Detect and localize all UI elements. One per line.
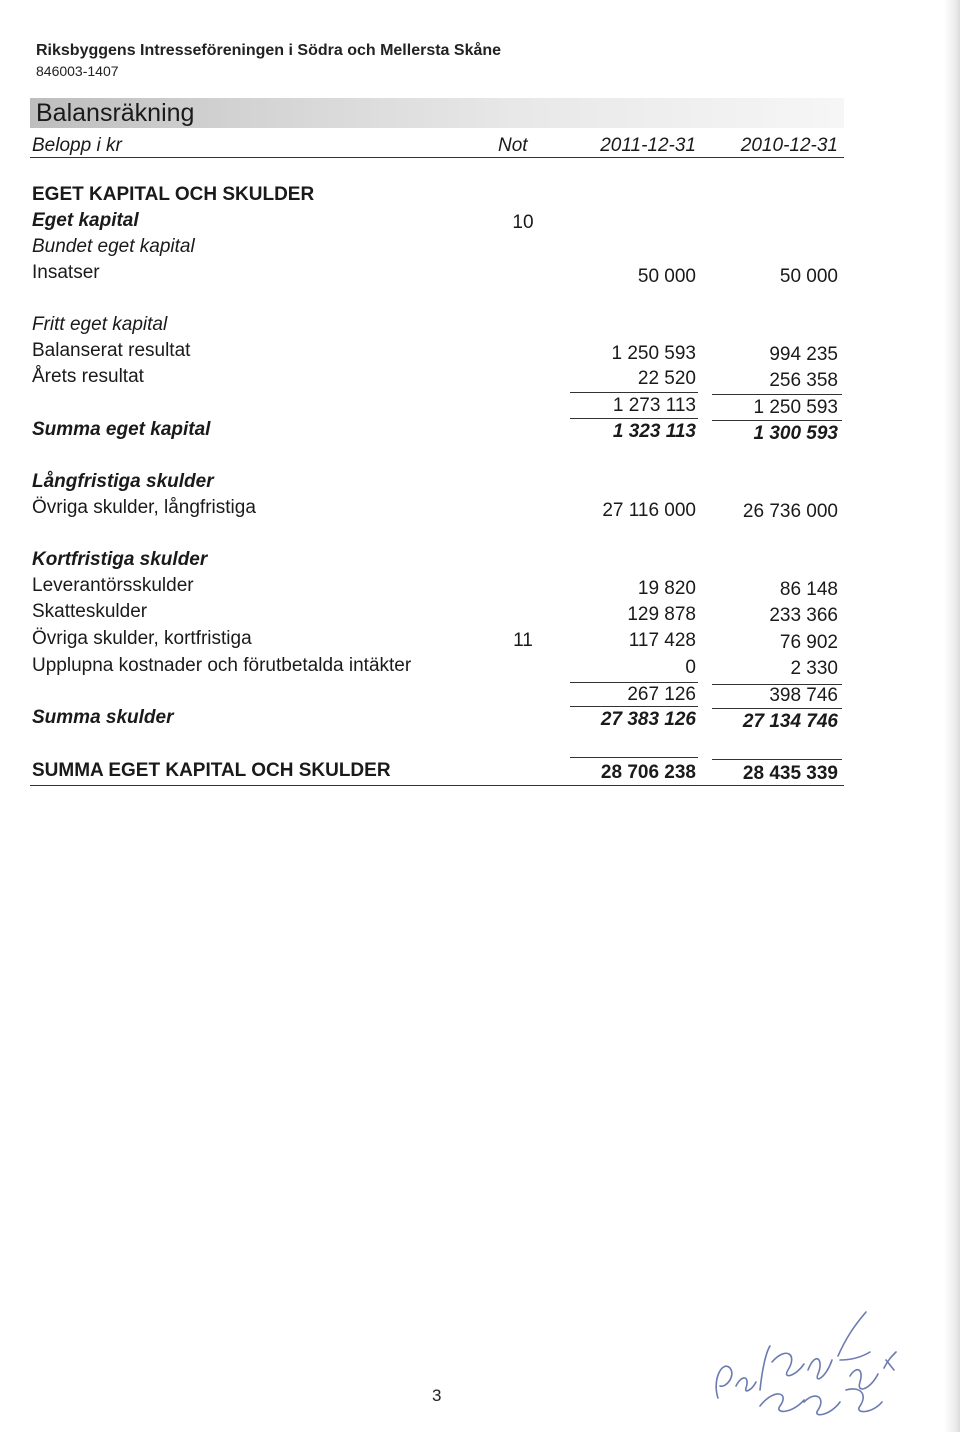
row-kort-subtotal-current: 267 126 [627, 684, 696, 705]
row-summa-eget-current: 1 323 113 [612, 421, 696, 442]
subtotal-rule-previous [712, 394, 842, 395]
row-upplupna-current: 0 [685, 657, 696, 678]
row-balanserat-label: Balanserat resultat [32, 340, 191, 361]
row-insatser-label: Insatser [32, 262, 100, 283]
liabilities-rule-previous [712, 708, 842, 709]
row-summa-skulder-label: Summa skulder [32, 707, 174, 728]
liabilities-rule-current [570, 706, 698, 707]
total-rule [30, 785, 844, 786]
column-header-current: 2011-12-31 [600, 135, 696, 156]
sum-rule-previous [712, 420, 842, 421]
row-fritt-subtotal-current: 1 273 113 [612, 395, 696, 416]
row-kort-subtotal-previous: 398 746 [769, 685, 838, 706]
row-insatser-current: 50 000 [637, 266, 696, 287]
column-header-note: Not [498, 135, 528, 156]
restricted-equity-heading: Bundet eget kapital [32, 236, 195, 257]
handwritten-signature [700, 1290, 900, 1420]
row-upplupna-label: Upplupna kostnader och förutbetalda intäkter [32, 655, 412, 676]
unrestricted-equity-heading: Fritt eget kapital [32, 314, 168, 335]
row-total-previous: 28 435 339 [742, 763, 838, 784]
equity-note: 10 [512, 212, 534, 233]
row-arets-previous: 256 358 [769, 370, 838, 391]
row-summa-skulder-current: 27 383 126 [600, 709, 696, 730]
shortterm-rule-current [570, 682, 698, 683]
row-ovriga-lang-label: Övriga skulder, långfristiga [32, 497, 256, 518]
longterm-heading: Långfristiga skulder [32, 471, 214, 492]
page-title: Balansräkning [36, 99, 195, 127]
row-balanserat-previous: 994 235 [769, 344, 838, 365]
row-insatser-previous: 50 000 [779, 266, 838, 287]
row-ovriga-kort-label: Övriga skulder, kortfristiga [32, 628, 252, 649]
total-over-rule-current [570, 757, 698, 758]
row-ovriga-lang-current: 27 116 000 [602, 500, 696, 521]
row-upplupna-previous: 2 330 [790, 658, 838, 679]
sum-rule-current [570, 418, 698, 419]
row-ovriga-kort-note: 11 [513, 630, 533, 651]
row-ovriga-kort-current: 117 428 [628, 630, 696, 651]
column-header-previous: 2010-12-31 [740, 135, 838, 156]
row-leverantor-current: 19 820 [637, 578, 696, 599]
organization-name: Riksbyggens Intresseföreningen i Södra och Mellersta Skåne [36, 42, 502, 59]
row-leverantor-previous: 86 148 [779, 579, 838, 600]
row-balanserat-current: 1 250 593 [611, 343, 696, 364]
row-fritt-subtotal-previous: 1 250 593 [753, 397, 838, 418]
subtotal-rule-current [570, 392, 698, 393]
equity-heading: Eget kapital [32, 210, 139, 231]
row-leverantor-label: Leverantörsskulder [32, 575, 194, 596]
row-ovriga-lang-previous: 26 736 000 [742, 501, 838, 522]
row-total-current: 28 706 238 [600, 762, 696, 783]
page-number: 3 [432, 1386, 442, 1405]
column-header-label: Belopp i kr [32, 135, 122, 156]
main-heading: EGET KAPITAL OCH SKULDER [32, 184, 315, 205]
row-total-label: SUMMA EGET KAPITAL OCH SKULDER [32, 760, 391, 781]
row-arets-current: 22 520 [637, 368, 696, 389]
row-skatte-previous: 233 366 [769, 605, 838, 626]
organization-number: 846003-1407 [36, 63, 119, 79]
row-skatte-current: 129 878 [627, 604, 696, 625]
row-summa-eget-label: Summa eget kapital [32, 419, 211, 440]
row-skatte-label: Skatteskulder [32, 601, 148, 622]
row-summa-eget-previous: 1 300 593 [753, 423, 838, 444]
row-summa-skulder-previous: 27 134 746 [742, 711, 838, 732]
page-edge-shadow [944, 0, 960, 1432]
row-arets-label: Årets resultat [32, 366, 144, 387]
total-over-rule-previous [712, 759, 842, 760]
row-ovriga-kort-previous: 76 902 [779, 632, 838, 653]
header-rule [30, 157, 844, 158]
shortterm-heading: Kortfristiga skulder [32, 549, 208, 570]
